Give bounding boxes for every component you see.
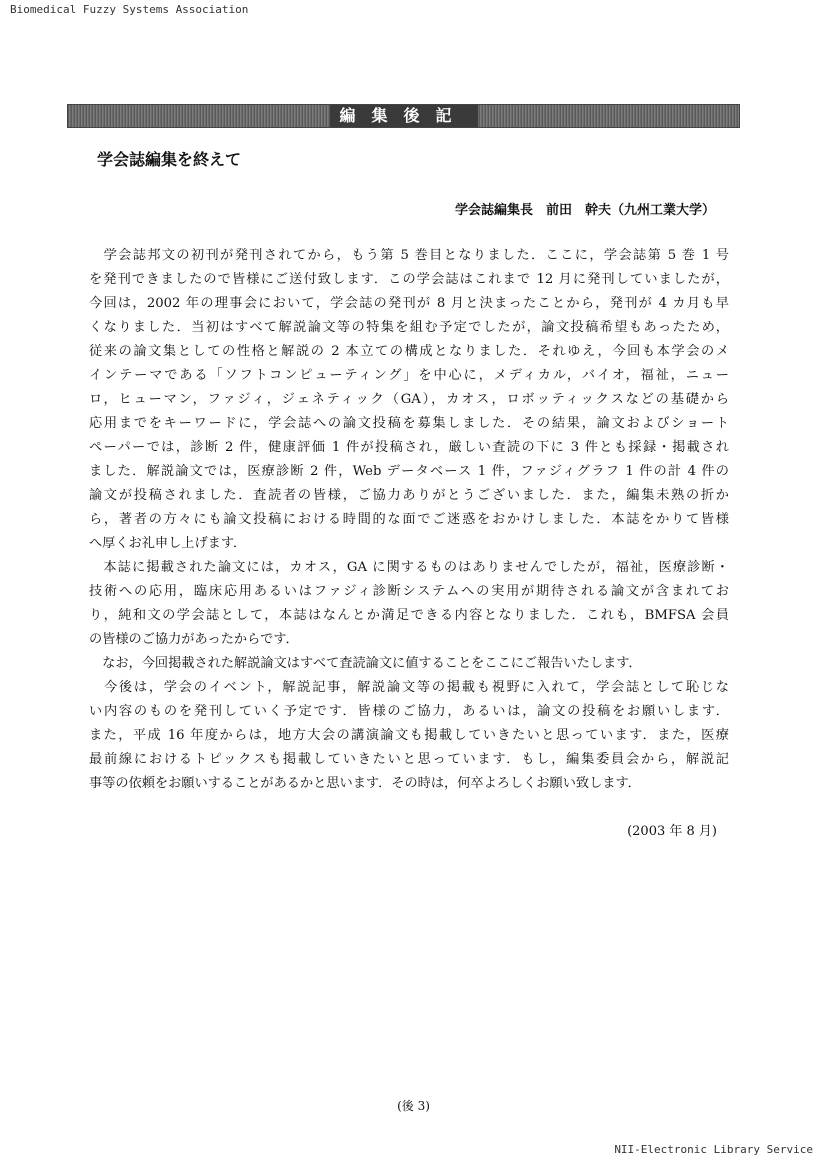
body-line: 従来の論文集としての性格と解説の 2 本立ての構成となりました．それゆえ，今回も本学会のメ xyxy=(89,344,729,359)
body-line: ました．解説論文では，医療診断 2 件，Web データベース 1 件，ファジィグラフ 1 件の計 4 件の xyxy=(89,464,729,479)
page-number: (後 3) xyxy=(397,1099,430,1113)
body-line: 技術への応用，臨床応用あるいはファジィ診断システムへの実用が期待される論文が含まれてお xyxy=(89,584,729,599)
section-banner xyxy=(67,104,740,128)
body-line: ペーパーでは，診断 2 件，健康評価 1 件が投稿され，厳しい査読の下に 3 件とも採録・掲載され xyxy=(89,440,729,455)
body-line: 今後は，学会のイベント，解説記事，解説論文等の掲載も視野に入れて，学会誌として恥じな xyxy=(89,680,729,695)
article-body xyxy=(89,244,729,796)
service-footer: NII-Electronic Library Service xyxy=(614,1143,813,1156)
body-line: を発刊できましたので皆様にご送付致します．この学会誌はこれまで 12 月に発刊していましたが， xyxy=(89,272,729,287)
body-line: へ厚くお礼申し上げます． xyxy=(89,536,247,551)
body-line: 応用までをキーワードに，学会誌への論文投稿を募集しました．その結果，論文およびショート xyxy=(89,416,729,431)
body-line: 学会誌邦文の初刊が発刊されてから，もう第 5 巻目となりました．ここに，学会誌第 5 巻 1 号 xyxy=(89,248,729,263)
body-line: 論文が投稿されました．査読者の皆様，ご協力ありがとうございました．また，編集未熟の折か xyxy=(89,488,729,503)
association-header: Biomedical Fuzzy Systems Association xyxy=(10,3,249,16)
section-title: 編集後記 xyxy=(329,105,477,127)
body-line: インテーマである「ソフトコンピューティング」を中心に，メディカル，バイオ，福祉，ニュー xyxy=(89,368,729,383)
body-line: 本誌に掲載された論文には，カオス，GA に関するものはありませんでしたが，福祉，医療診断・ xyxy=(89,560,729,575)
article-subtitle: 学会誌編集を終えて xyxy=(97,150,242,169)
body-line: 最前線におけるトピックスも掲載していきたいと思っています．もし，編集委員会から，解説記 xyxy=(89,752,729,767)
body-line: くなりました．当初はすべて解説論文等の特集を組む予定でしたが，論文投稿希望もあったため， xyxy=(89,320,729,335)
body-line: い内容のものを発刊していく予定です．皆様のご協力，あるいは，論文の投稿をお願いします． xyxy=(89,704,729,719)
body-line: 事等の依頼をお願いすることがあるかと思います．その時は，何卒よろしくお願い致します． xyxy=(89,776,641,791)
author-line: 学会誌編集長 前田 幹夫（九州工業大学） xyxy=(454,203,715,218)
body-line: 今回は，2002 年の理事会において，学会誌の発刊が 8 月と決まったことから，発刊が 4 カ月も早 xyxy=(89,296,729,311)
body-line: の皆様のご協力があったからです． xyxy=(89,632,299,647)
body-line: ロ，ヒューマン，ファジィ，ジェネティック（GA），カオス，ロボッティックスなどの基礎から xyxy=(89,392,729,407)
body-line: また，平成 16 年度からは，地方大会の講演論文も掲載していきたいと思っています．また，医療 xyxy=(89,728,729,743)
body-line: ら，著者の方々にも論文投稿における時間的な面でご迷惑をおかけしました．本誌をかりて皆様 xyxy=(89,512,729,527)
article-date: (2003 年 8 月) xyxy=(627,824,717,839)
body-line: なお，今回掲載された解説論文はすべて査読論文に値することをここにご報告いたします． xyxy=(89,656,642,671)
body-line: り，純和文の学会誌として，本誌はなんとか満足できる内容となりました．これも，BMFSA 会員 xyxy=(89,608,729,623)
